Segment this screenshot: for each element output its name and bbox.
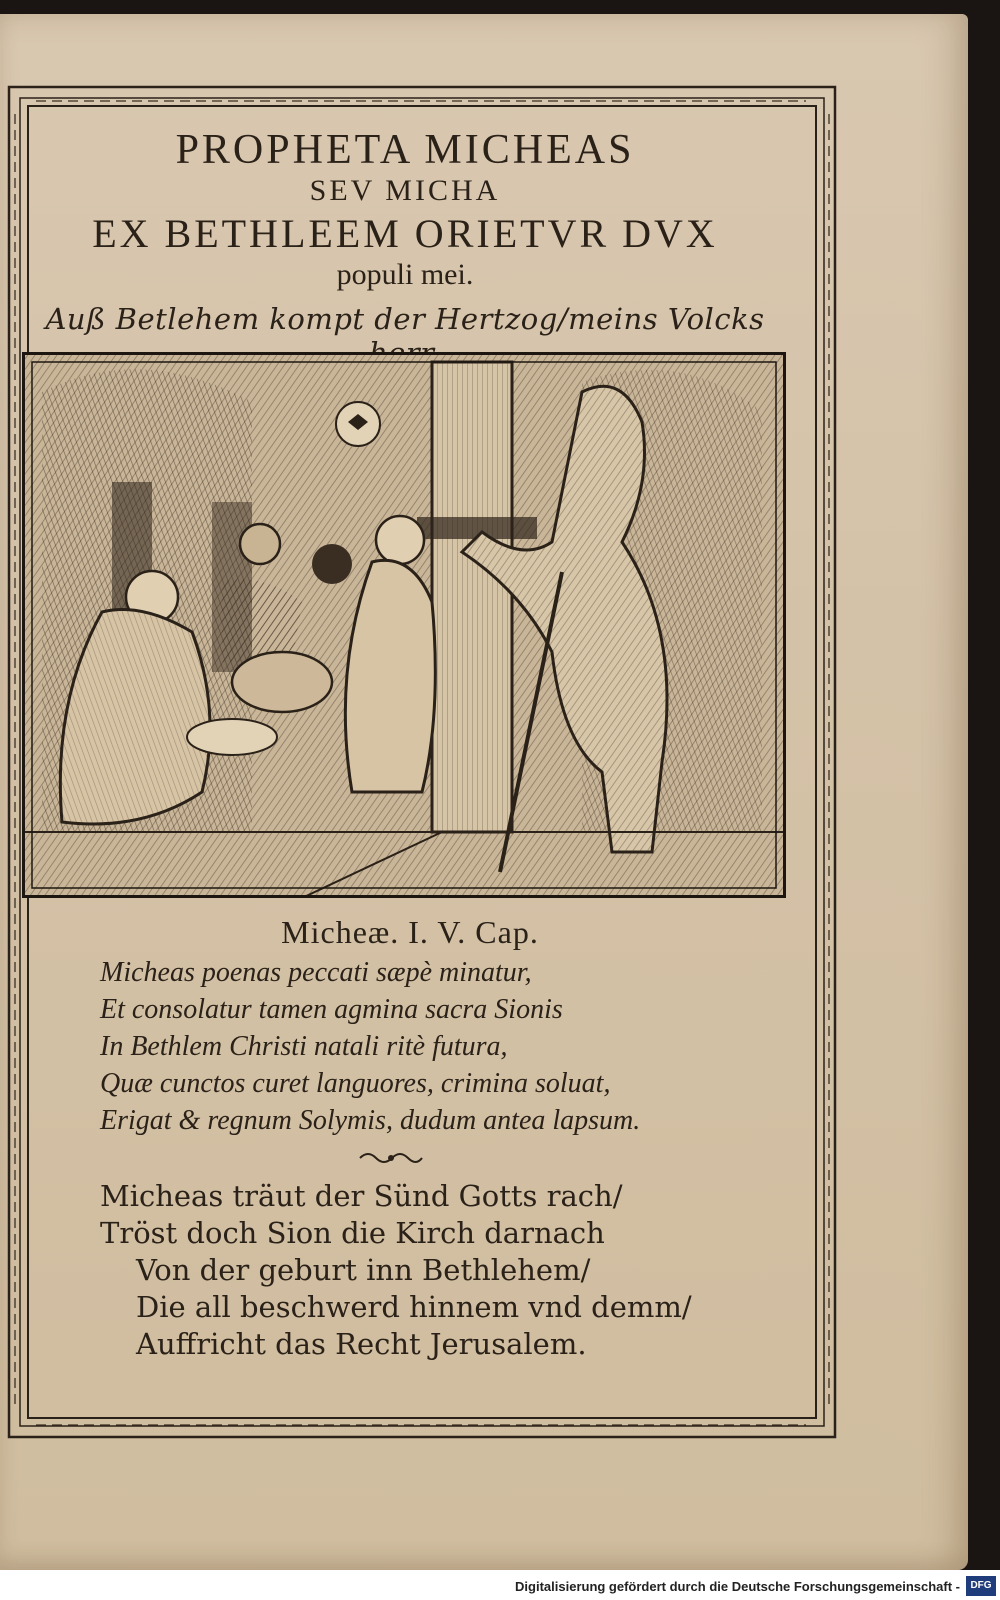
- latin-line: Erigat & regnum Solymis, dudum antea lapsum.: [100, 1105, 641, 1136]
- fleuron-ornament-icon: [356, 1148, 426, 1168]
- title-line-3: EX BETHLEEM ORIETVR DVX: [92, 211, 718, 256]
- dfg-logo: DFG: [966, 1576, 996, 1596]
- latin-verse: [100, 954, 740, 1139]
- german-line: Auffricht das Recht Jerusalem.: [136, 1327, 587, 1361]
- latin-line: Micheas poenas peccati sæpè minatur,: [100, 957, 532, 988]
- title-line-1: PROPHETA MICHEAS: [175, 127, 635, 173]
- woodcut-nativity-illustration: [22, 352, 786, 898]
- german-line: Von der geburt inn Bethlehem/: [136, 1253, 591, 1287]
- german-line: Die all beschwerd hinnem vnd demm/: [136, 1290, 692, 1324]
- german-motto: Auß Betlehem kompt der Hertzog/meins Volcks: [45, 302, 765, 336]
- chapter-caption: Micheæ. I. V. Cap.: [281, 914, 539, 950]
- latin-line: Et consolatur tamen agmina sacra Sionis: [100, 994, 563, 1025]
- german-verse: [100, 1178, 740, 1363]
- german-line: Tröst doch Sion die Kirch darnach: [100, 1216, 605, 1250]
- latin-line: In Bethlem Christi natali ritè futura,: [100, 1031, 508, 1062]
- footer-credit: Digitalisierung gefördert durch die Deutsche Forschungsgemeinschaft -: [515, 1579, 960, 1594]
- latin-line: Quæ cunctos curet languores, crimina soluat,: [100, 1068, 611, 1099]
- german-line: Micheas träut der Sünd Gotts rach/: [100, 1179, 623, 1213]
- title-line-4: populi mei.: [336, 258, 474, 291]
- footer-bar: [0, 1570, 1000, 1600]
- title-line-2: SEV MICHA: [309, 174, 501, 207]
- book-page: [0, 14, 968, 1570]
